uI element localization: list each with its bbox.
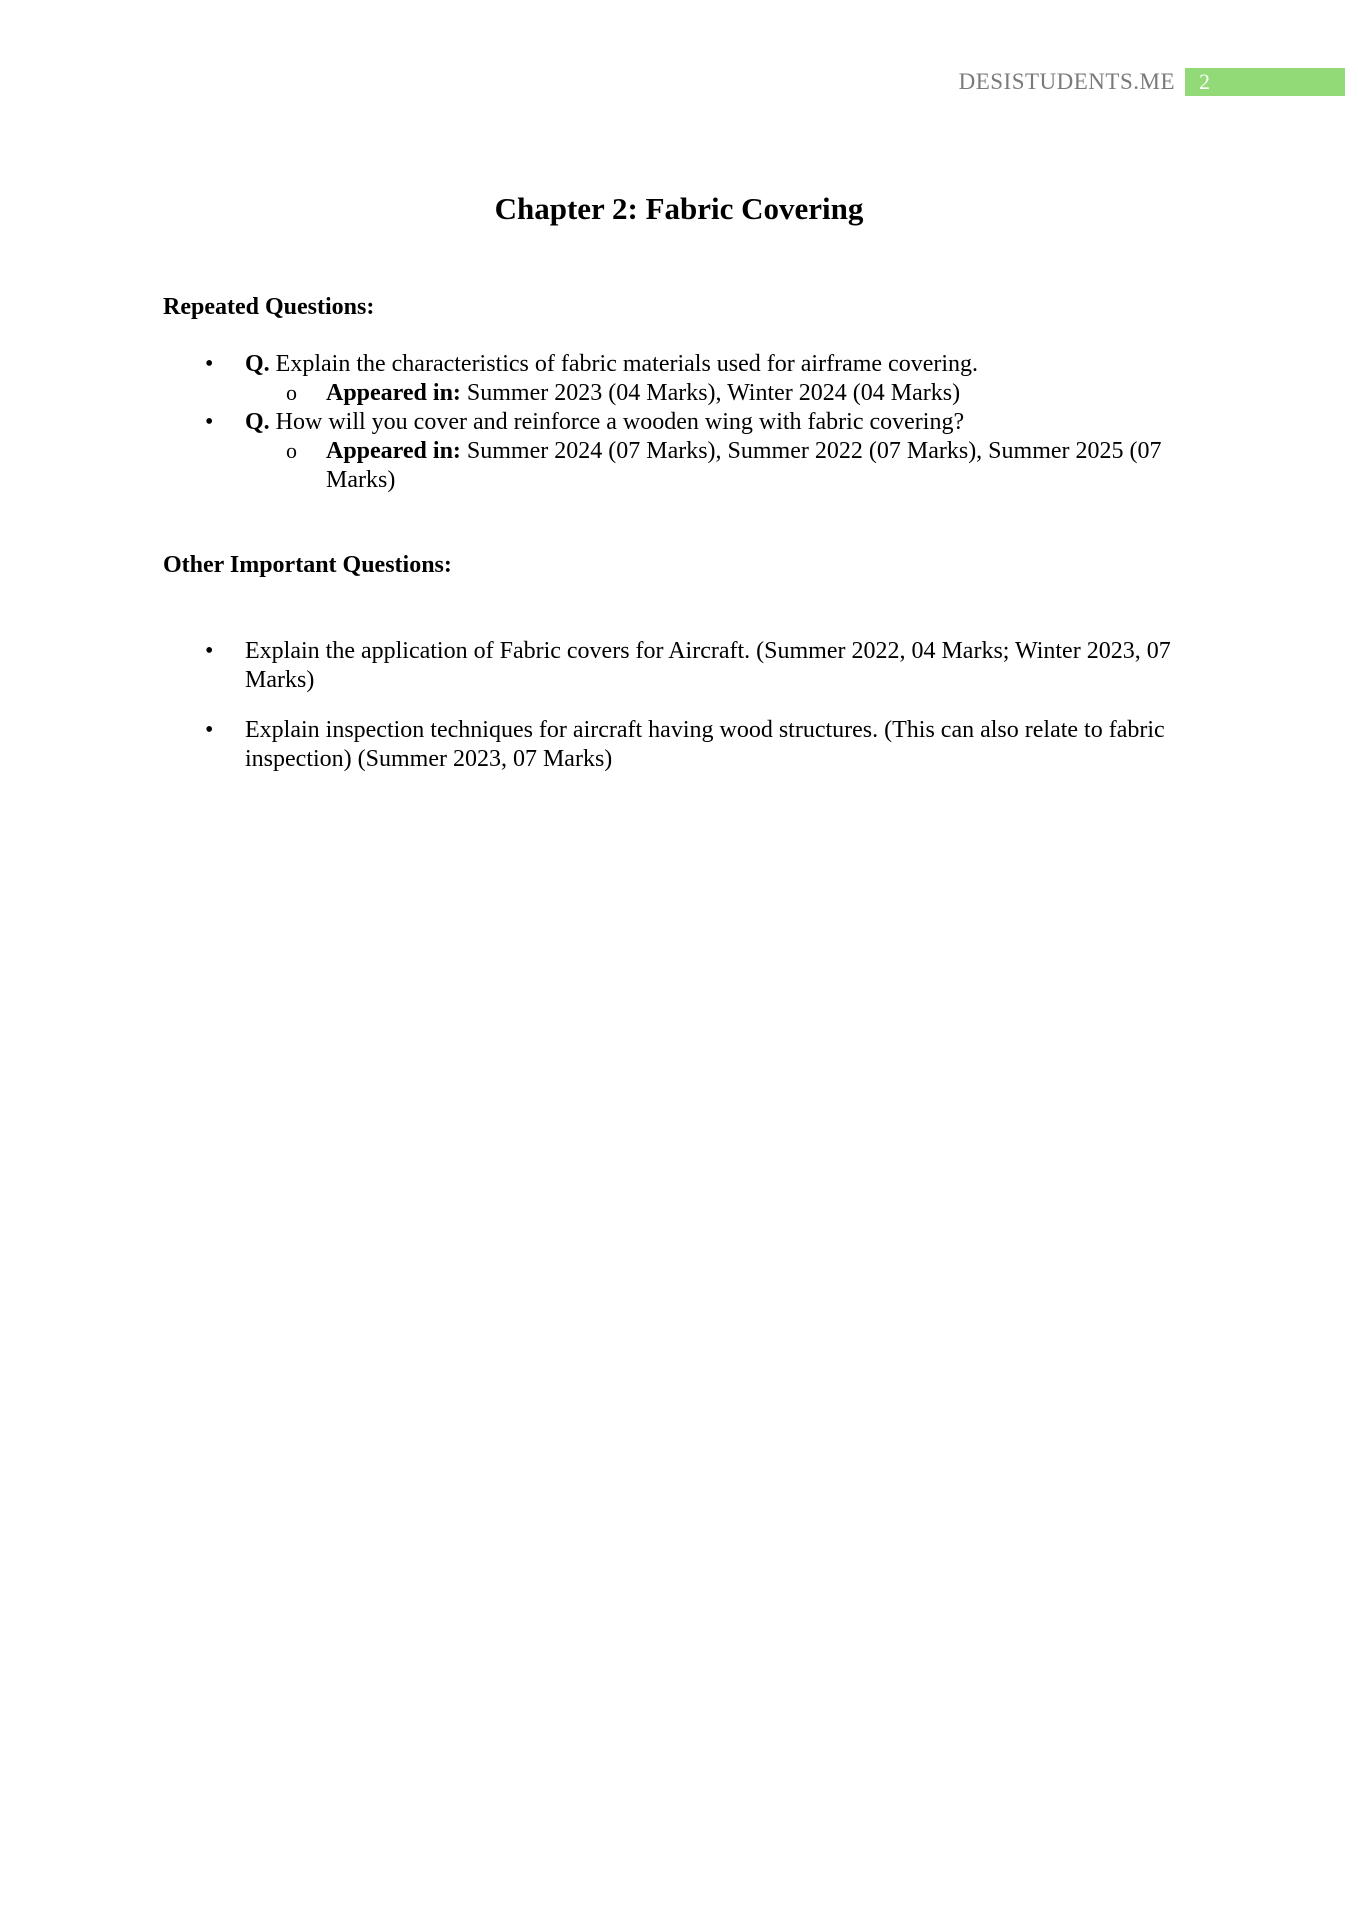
list-item bbox=[0, 408, 1185, 437]
question-text: Explain inspection techniques for aircraft having wood structures. (This can also relate to fabric inspection) (Summer 2023, 07 Marks) bbox=[245, 717, 1165, 772]
question-text: Explain the application of Fabric covers for Aircraft. (Summer 2022, 04 Marks; Winter 2023, 07 Marks) bbox=[245, 638, 1171, 693]
question-prefix: Q. bbox=[245, 351, 276, 377]
other-questions-heading: Other Important Questions: bbox=[163, 552, 452, 578]
page-number-badge bbox=[1185, 68, 1345, 96]
list-item bbox=[0, 637, 1185, 695]
header-site-name: DESISTUDENTS.ME bbox=[958, 69, 1175, 94]
appeared-label: Appeared in: bbox=[326, 380, 467, 406]
bullet-icon: • bbox=[205, 717, 214, 743]
appeared-text: Summer 2024 (07 Marks), Summer 2022 (07 Marks), Summer 2025 (07 Marks) bbox=[326, 438, 1162, 493]
bullet-icon: • bbox=[205, 409, 214, 435]
question-prefix: Q. bbox=[245, 409, 276, 435]
repeated-questions-heading: Repeated Questions: bbox=[163, 294, 375, 320]
list-item bbox=[0, 350, 1185, 379]
sub-bullet-icon: o bbox=[286, 438, 297, 463]
appeared-text: Summer 2023 (04 Marks), Winter 2024 (04 Marks) bbox=[466, 380, 961, 406]
question-text: How will you cover and reinforce a wooden wing with fabric covering? bbox=[275, 409, 965, 435]
bullet-icon: • bbox=[205, 638, 214, 664]
appeared-label: Appeared in: bbox=[326, 438, 467, 464]
question-text: Explain the characteristics of fabric materials used for airframe covering. bbox=[275, 351, 979, 377]
chapter-title: Chapter 2: Fabric Covering bbox=[494, 191, 864, 226]
other-questions-list bbox=[0, 637, 1358, 774]
repeated-questions-list bbox=[0, 350, 1358, 495]
bullet-icon: • bbox=[205, 351, 214, 377]
page-number: 2 bbox=[1199, 69, 1210, 94]
appeared-in-row bbox=[0, 437, 1186, 495]
appeared-in-row bbox=[0, 379, 1186, 408]
list-item bbox=[0, 716, 1185, 774]
sub-bullet-icon: o bbox=[286, 380, 297, 405]
